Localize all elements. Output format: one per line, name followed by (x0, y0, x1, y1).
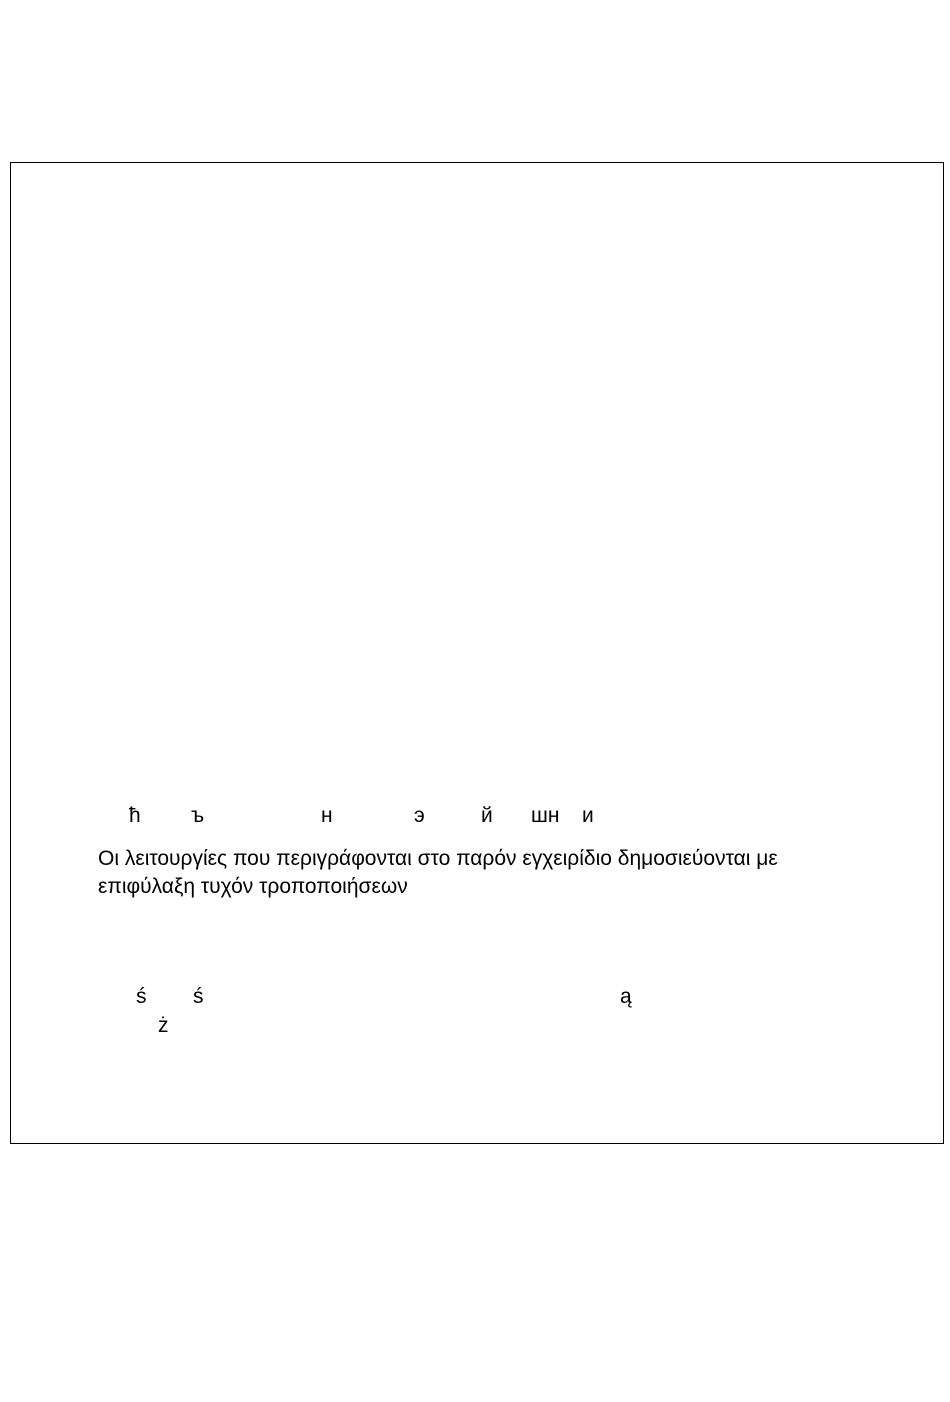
glyph-top-3: н (321, 804, 333, 827)
glyph-bottom-2: ś (193, 985, 204, 1008)
glyph-top-2: ъ (191, 804, 205, 827)
glyph-top-1: ħ (129, 804, 141, 827)
glyph-bottom-1: ś (136, 985, 147, 1008)
glyph-bottom-3: ą (620, 985, 632, 1008)
glyph-top-4: э (414, 804, 425, 827)
revision-notice-line-1: Οι λειτουργίες που περιγράφονται στο παρόν εγχειρίδιο δημοσιεύονται με (98, 847, 778, 870)
glyph-top-6: шн (531, 804, 560, 827)
glyph-bottom-4: ż (158, 1014, 169, 1037)
glyph-top-7: и (582, 804, 594, 827)
document-page-frame (10, 162, 944, 1144)
revision-notice-line-2: επιφύλαξη τυχόν τροποποιήσεων (98, 875, 408, 898)
glyph-top-5: й (481, 804, 493, 827)
revision-notice (98, 845, 898, 901)
